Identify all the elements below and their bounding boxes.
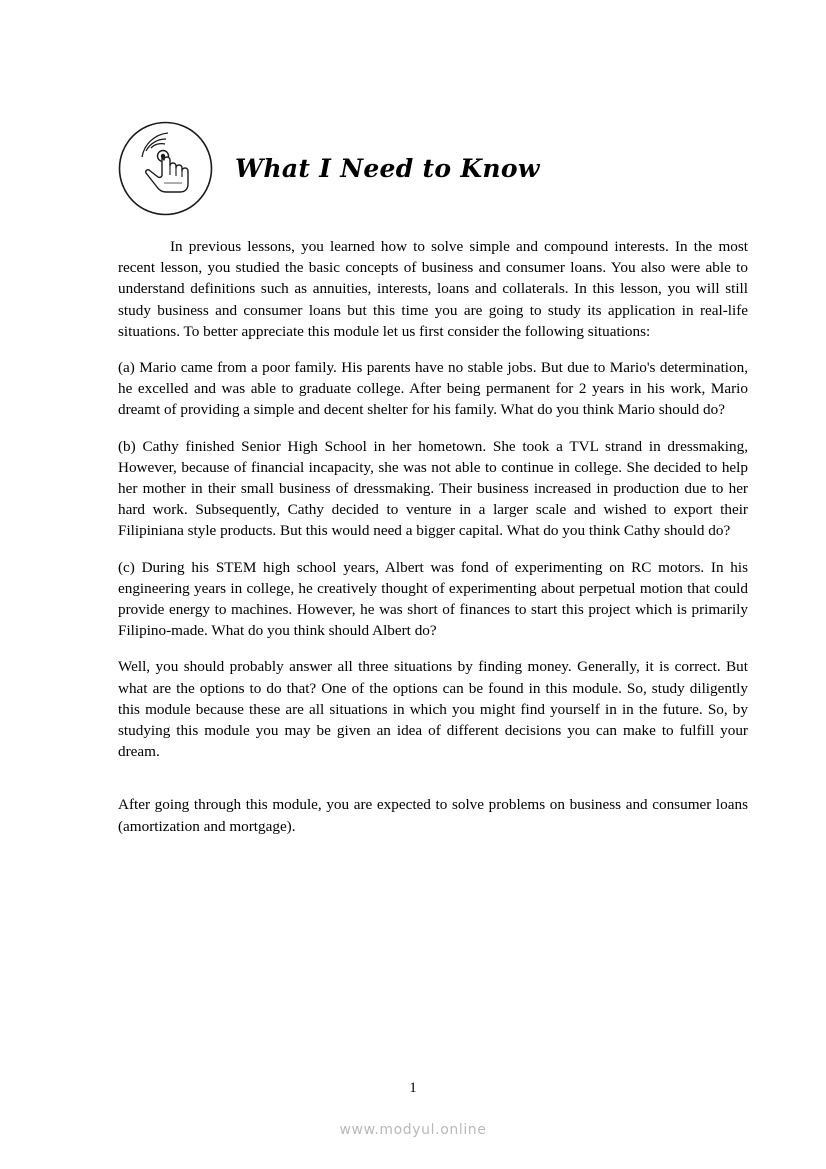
watermark: www.modyul.online (339, 1122, 487, 1138)
paragraph-summary: Well, you should probably answer all three situations by finding money. Generally, it is correct. But what are the options to do that? One of the options can be found in this module. So, study diligently this module because these are all situations in which you might find yourself in in the future. So, by studying this module you may be given an idea of different decisions you can make to fulfill your dream. (118, 658, 748, 761)
page-number: 1 (409, 1080, 417, 1096)
paragraph-situation-a: (a) Mario came from a poor family. His parents have no stable jobs. But due to Mario's determination, he excelled and was able to graduate college. After being permanent for 2 years in his work, Mario dreamt of providing a simple and decent shelter for his family. What do you think Mario should do? (118, 359, 748, 419)
hand-pointing-finger-icon (118, 121, 213, 216)
section-header (118, 118, 758, 218)
paragraph-situation-c: (c) During his STEM high school years, Albert was fond of experimenting on RC motors. In his engineering years in college, he creatively thought of experimenting about perpetual motion that could provide energy to machines. However, he was short of finances to start this project which is primarily Filipino-made. What do you think should Albert do? (118, 558, 748, 640)
lesson-body (118, 236, 748, 837)
paragraph-objective: After going through this module, you are expected to solve problems on business and consumer loans (amortization and mortgage). (118, 796, 748, 835)
paragraph-spacer (118, 777, 748, 794)
page-title: What I Need to Know (235, 153, 540, 183)
paragraph-situation-b: (b) Cathy finished Senior High School in her hometown. She took a TVL strand in dressmaking, However, because of financial incapacity, she was not able to continue in college. She decided to help her mother in their small business of dressmaking. Their business increased in production due to her hard work. Subsequently, Cathy decided to venture in a larger scale and wished to export their Filipiniana style products. But this would need a bigger capital. What do you think Cathy should do? (118, 437, 748, 540)
paragraph-intro: In previous lessons, you learned how to solve simple and compound interests. In the most recent lesson, you studied the basic concepts of business and consumer loans. You also were able to understand definitions such as annuities, interests, loans and collaterals. In this lesson, you will still study business and consumer loans but this time you are going to study its application in real-life situations. To better appreciate this module let us first consider the following situations: (118, 238, 748, 340)
